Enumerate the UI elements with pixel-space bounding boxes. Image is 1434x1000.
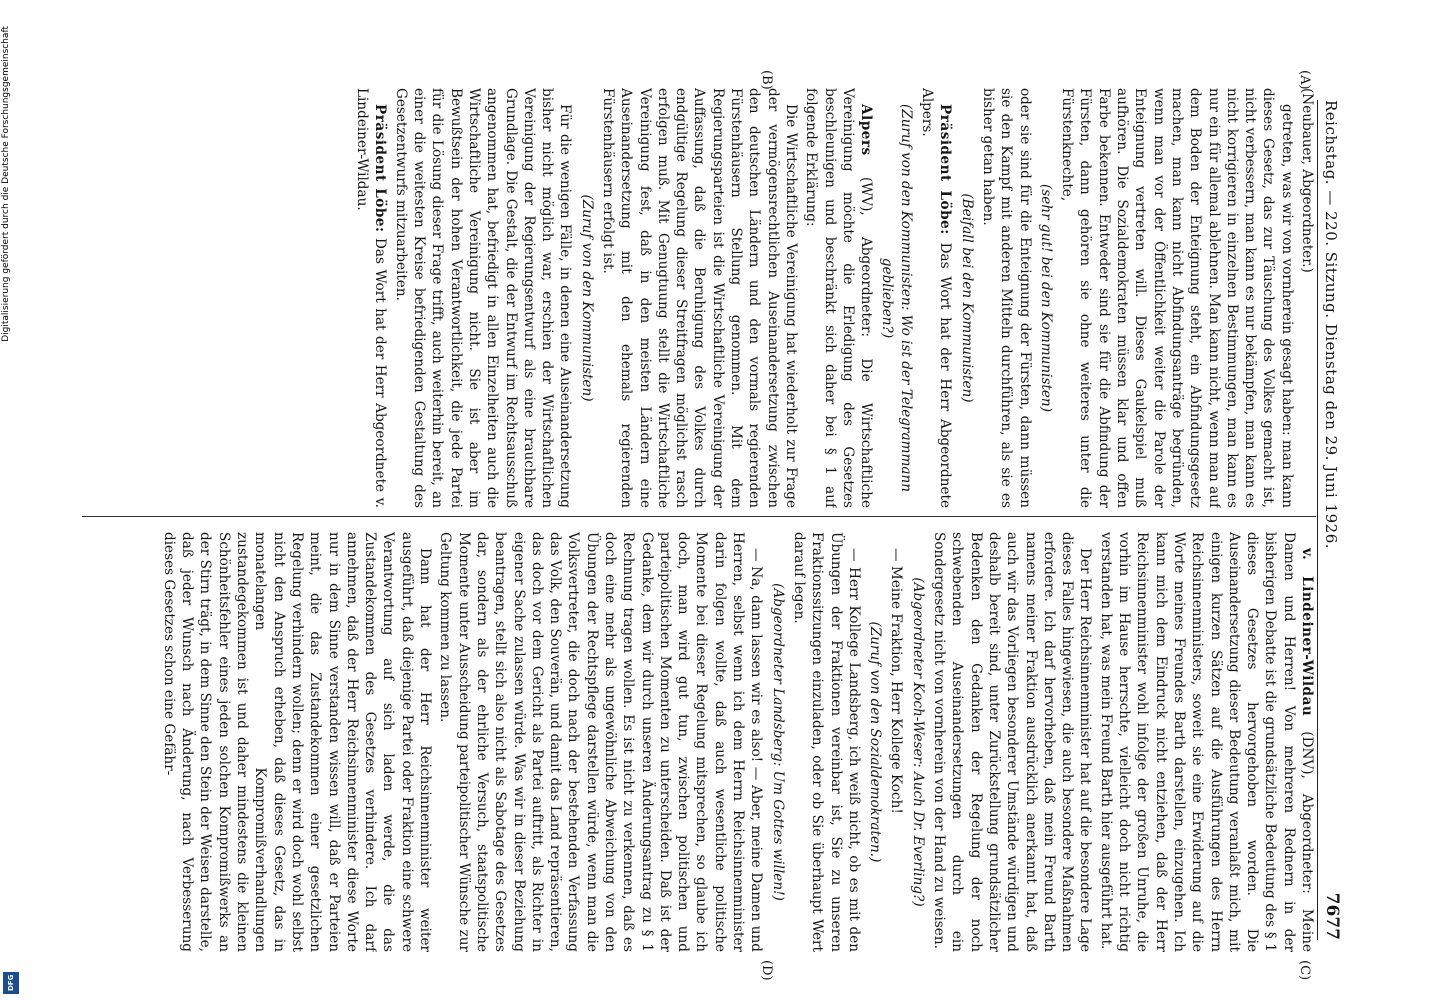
- text-paragraph: [887, 532, 905, 952]
- text-paragraph: [1298, 88, 1316, 508]
- interjection: (sehr gut! bei den Kommunisten): [1037, 184, 1054, 412]
- speaker-name: Präsident Löbe:: [372, 104, 389, 233]
- right-column: [80, 532, 1316, 952]
- paragraph-text: (DNV), Abgeordneter: Meine Damen und Herren! Von mehreren Rednern in der bisherigen Debatte ist die grundsätzliche Bedeutung des § 1 dieses Gesetzes hervorgehoben worden. Die Auseinandersetzung dieser Bedeutung veranlaßt mich, mit einigen kurzen Sätzen auf die Ausführungen des Herrn Reichsinnenministers, soweit sie eine Erwiderung auf die Worte meines Freundes Barth darstellen, einzugehen. Ich kann mich dem Eindruck nicht entziehen, daß der Herr Reichsinnenminister wohl infolge der großen Unruhe, die vorhin im Hause herrschte, vielleicht doch nicht richtig verstanden hat, was mein Freund Barth hier ausgeführt hat.: [1097, 532, 1315, 952]
- speech-paragraph: [1096, 532, 1316, 952]
- paragraph-text: (Neubauer, Abgeordneter.): [1299, 88, 1315, 273]
- text-paragraph: [1058, 88, 1296, 508]
- paragraph-text: Der Herr Reichsinnenminister hat auf die besondere Lage dieses Falles hingewiesen, die auch besondere Maßnahmen erfordere. Ich darf hervorheben, daß mein Freund Barth namens meiner Fraktion ausdrücklich anerkannt hat, daß auch wir das Vorliegen besonderer Umstände würdigen und deshalb bereit sind, unter Zurückstellung grundsätzlicher Bedenken den Gedanken der Regelung der noch schwebenden Auseinandersetzungen durch ein Sondergesetz nicht von vornherein von der Hand zu weisen.: [931, 532, 1094, 952]
- speech-paragraph: [802, 88, 875, 508]
- dfg-logo: DFG: [3, 972, 19, 994]
- page-number: 7677: [1322, 892, 1342, 940]
- paragraph-text: (WV), Abgeordneter: Die Wirtschaftliche Vereinigung möchte die Erledigung des Gesetzes beschleunigen und beschränkt sich daher bei § 1 auf folgende Erklärung:: [803, 88, 875, 508]
- interjection: (Abgeordneter Landsberg: Um Gottes willen!): [769, 583, 786, 901]
- margin-mark-d: (D): [759, 960, 774, 981]
- paragraph-text: Das Wort hat der Herr Abgeordnete v. Lindeiner-Wildau.: [354, 88, 389, 508]
- interjection: (Zuruf von den Kommunisten: Wo ist der Telegrammann geblieben?): [879, 104, 914, 492]
- speaker-name: Alpers: [858, 104, 875, 156]
- speaker-name: v. Lindeiner-Wildau: [1299, 548, 1315, 717]
- text-paragraph: [436, 532, 765, 952]
- paragraph-text: — Meine Fraktion, Herr Kollege Koch!: [888, 548, 905, 814]
- text-paragraph: [599, 88, 800, 508]
- column-divider: [82, 516, 1316, 517]
- text-paragraph: [160, 532, 434, 952]
- speech-paragraph: [918, 88, 955, 508]
- header-title: Reichstag. — 220. Sitzung. Dienstag den 29. Juni 1926.: [1322, 100, 1340, 550]
- digitization-strip: [0, 0, 22, 1000]
- text-paragraph: [979, 88, 1034, 508]
- credit-text: Digitalisierung gefördert durch die Deutsche Forschungsgemeinschaft: [1, 26, 11, 342]
- text-paragraph: [930, 532, 1095, 952]
- paragraph-text: Für die wenigen Fälle, in denen eine Auseinandersetzung bisher nicht möglich war, erschien der Wirtschaftlichen Vereinigung der Regierungsentwurf als eine brauchbare Grundlage. Die Gestalt, die der Entwurf im Rechtsausschuß angenommen hat, befriedigt in allen Einzelheiten auch die Wirtschaftliche Vereinigung nicht. Sie ist aber im Bewußtsein der hohen Verantwortlichkeit, die jede Partei für die Lösung dieser Frage trifft, auch weiterhin bereit, an einer die weitesten Kreise befriedigenden Gestaltung des Gesetzentwurfs mitzuarbeiten.: [392, 88, 574, 508]
- left-column: [80, 88, 1316, 508]
- margin-mark-a: (A): [1297, 70, 1312, 90]
- text-paragraph: [391, 88, 574, 508]
- paragraph-text: getreten, was wir von vornherein gesagt haben: man kann dieses Gesetz, das zur Täuschung des Volkes gemacht ist, nicht verbessern, man kann es nur bekämpfen, man kann es nicht korrigieren in einzelnen Bestimmungen, man kann es nur ein für allemal ablehnen. Man kann nicht, wenn man auf dem Boden der Enteignung steht, ein Abfindungsgesetz machen, man kann nicht Abfindungsanträge begründen, wenn man vor der Öffentlichkeit weiter die Parole der Enteignung vertreten will. Dieses Gaukelspiel muß aufhören. Die Sozialdemokraten müssen klar und offen Farbe bekennen. Entweder sind sie für die Abfindung der Fürsten, dann gehören sie ohne weiteres unter die Fürstenknechte,: [1059, 88, 1295, 508]
- paragraph-text: Dann hat der Herr Reichsinnenminister weiter ausgeführt, daß diejenige Partei oder Fraktion eine schwere Verantwortung auf sich laden werde, die das Zustandekommen des Gesetzes verhindere. Ich darf annehmen, daß der Herr Reichsinnenminister diese Worte nur in dem Sinne verstanden wissen will, daß er Parteien meint, die das Zustandekommen einer gesetzlichen Regelung verhindern wollen; denn er wird doch wohl selbst nicht den Anspruch erheben, daß dieses Gesetz, das in monatelangen Kompromißverhandlungen zustandegekommen ist und daher mindestens die kleinen Schönheitsfehler eines jeden solchen Kompromißwerks an der Stirn trägt, in dem Sinne den Stein der Weisen darstelle, daß jeder Wunsch nach Änderung, nach Verbesserung dieses Gesetzes schon eine Gefähr-: [160, 532, 434, 952]
- interjection: (Beifall bei den Kommunisten): [958, 193, 975, 403]
- text-paragraph: [790, 532, 863, 952]
- speaker-name: Präsident Löbe:: [937, 104, 954, 235]
- paragraph-text: — Na, dann lassen wir es also! — Aber, meine Damen und Herren, selbst wenn ich dem Herrn Reichsinnenminister darin folgen wollte, daß auch wesentliche politische Momente bei dieser Regelung mitsprechen, so glaube ich doch, man wird gut tun, zwischen politischen und parteipolitischen Momenten zu unterscheiden. Daß ist der Gedanke, dem wir durch unseren Änderungsantrag zu § 1 Rechnung tragen wollen. Es ist nicht zu verkennen, daß es doch eine mehr als ungewöhnliche Abweichung von den Übungen der Rechtspflege darstellen würde, wenn man die Volksvertreter, die doch nach der bestehenden Verfassung das Volk, den Souverän, und damit das Land repräsentieren, das doch vor dem Gericht als Partei auftritt, als Richter in eigener Sache zulassen würde. Was wir in dieser Beziehung beantragen, stellt sich also nicht als Sabotage des Gesetzes dar, sondern als der ehrliche Versuch, staatspolitische Momente unter Ausscheidung parteipolitischer Wünsche zur Geltung kommen zu lassen.: [437, 532, 765, 952]
- speech-paragraph: [353, 88, 390, 508]
- margin-mark-b: (B): [759, 70, 774, 90]
- paragraph-text: oder sie sind für die Enteignung der Fürsten, dann müssen sie den Kampf mit anderen Mitteln durchführen, als sie es bisher getan haben.: [979, 88, 1033, 508]
- interjection: (Zuruf von den Sozialdemokraten.): [867, 621, 884, 863]
- interjection: (Zuruf von den Kommunisten): [578, 194, 595, 402]
- paragraph-text: Das Wort hat der Herr Abgeordnete Alpers.: [919, 88, 954, 508]
- page-header: [1317, 100, 1364, 940]
- paragraph-text: Die Wirtschaftliche Vereinigung hat wiederholt zur Frage der vermögensrechtlichen Auseinandersetzung zwischen den deutschen Ländern und den vormals regierenden Fürstenhäusern Stellung genommen. Mit dem Regierungsparteien ist die Wirtschaftliche Vereinigung der Auffassung, daß die Beruhigung des Volkes durch endgültige Regelung dieser Streitfragen möglichst rasch erfolgen muß. Mit Genugtuung stellt die Wirtschaftliche Vereinigung fest, daß in den meisten Ländern eine Auseinandersetzung mit den ehemals regierenden Fürstenhäusern erfolgt ist.: [600, 88, 799, 508]
- interjection: (Abgeordneter Koch-Weser: Auch Dr. Everling?): [909, 577, 926, 907]
- margin-mark-c: (C): [1297, 960, 1312, 981]
- paragraph-text: — Herr Kollege Landsberg, ich weiß nicht, ob es mit den Übungen der Fraktionen vereinbar ist, Sie zu unseren Fraktionssitzungen einzuladen, oder ob Sie überhaupt Wert darauf legen.: [790, 532, 862, 952]
